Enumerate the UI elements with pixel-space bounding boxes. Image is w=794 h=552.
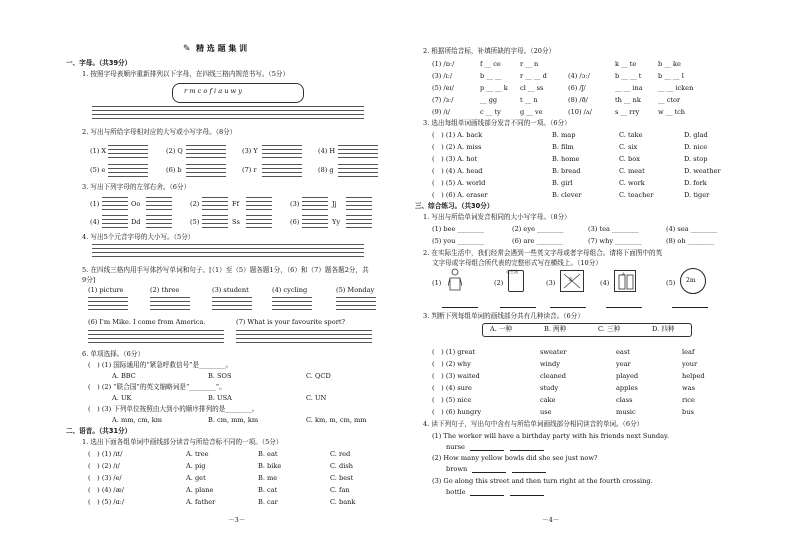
p1-option[interactable]: B. me — [258, 474, 278, 482]
q6-option[interactable]: A. BBC — [112, 372, 136, 380]
p3-cell[interactable]: D. stop — [684, 155, 708, 163]
q5-lines[interactable] — [88, 297, 128, 313]
q3-lines[interactable] — [102, 197, 128, 213]
q2-lines[interactable] — [186, 145, 226, 161]
q5-text: 5. 在四线三格内用手写体抄写单词和句子。[（1）至（5）题各题1分，（6）和（7）题各题2分，共9分] — [82, 266, 369, 284]
p1-option[interactable]: A. tree — [186, 450, 209, 458]
c3-cell: ( ) (2) why — [432, 360, 471, 368]
oil-label: 花生油 — [506, 269, 518, 274]
p2-cell[interactable]: b __ __ l — [658, 72, 684, 80]
q3-lines[interactable] — [102, 215, 128, 231]
q2-lines[interactable] — [338, 164, 378, 180]
p1-option[interactable]: C. red — [330, 450, 351, 458]
c2-pic-num: (1) — [432, 279, 442, 287]
p2-cell: (3) /ɪː/ — [432, 72, 453, 80]
q5-lines[interactable] — [150, 297, 190, 313]
p3-cell[interactable]: C. teacher — [619, 191, 654, 199]
q6-option[interactable]: B. SOS — [208, 372, 232, 380]
p2-cell[interactable]: __ __ icken — [658, 84, 694, 92]
p2-cell: (8) /ð/ — [568, 96, 588, 104]
q3-num: (3) — [290, 200, 300, 208]
q3-lines[interactable] — [202, 215, 228, 231]
p2-cell[interactable]: __ ctor — [658, 96, 681, 104]
c1-item[interactable]: (4) sea ________ — [666, 225, 718, 233]
p3-cell: ( ) (1) A. back — [432, 131, 483, 139]
answer-line[interactable] — [606, 307, 642, 308]
p1-option[interactable]: A. get — [186, 474, 206, 482]
q5-lines[interactable] — [212, 297, 252, 313]
p2-cell[interactable]: __ __ ina — [615, 84, 643, 92]
answer-line[interactable] — [442, 307, 478, 308]
q5-word: (1) picture — [88, 286, 124, 294]
q6-question: ( ) (3) 下列单位按照由大到小的顺序排列的是________。 — [88, 405, 259, 413]
p2-cell: (4) /ɔː/ — [568, 72, 590, 80]
c3-option: D. 四种 — [652, 325, 675, 333]
p3-cell: ( ) (6) A. eraser — [432, 191, 488, 199]
q5-lines[interactable] — [272, 297, 312, 313]
c2-pic-num: (5) — [666, 279, 676, 287]
q2-item: (2) Q — [166, 147, 183, 155]
p3-cell[interactable]: B. home — [552, 155, 580, 163]
q3-num: (2) — [190, 200, 200, 208]
person-icon — [448, 268, 462, 292]
q6-option[interactable]: C. km, m, cm, mm — [306, 416, 367, 424]
p2-text: 2. 根据所给音标，补填所缺的字母。（20分） — [423, 47, 556, 55]
q6-option[interactable]: C. UN — [306, 394, 327, 402]
q2-text: 2. 写出与所给字母相对应的大写或小写字母。（8分） — [82, 128, 237, 136]
q3-lines[interactable] — [202, 197, 228, 213]
p2-cell: (9) /ɪ/ — [432, 108, 450, 116]
q5-sentence-6: (6) I'm Mike. I come from America. — [88, 318, 206, 326]
door-icon — [614, 270, 636, 292]
p1-text: 1. 选出下面各组单词中画线部分读音与所给音标不同的一项。（5分） — [82, 438, 283, 446]
q3-letter: Oo — [131, 200, 141, 208]
q3-lines[interactable] — [146, 197, 172, 213]
p2-cell[interactable]: b __ __ — [480, 72, 502, 80]
q6-option[interactable]: C. QCD — [306, 372, 331, 380]
p1-num: ( ) (1) /ɪt/ — [88, 450, 123, 458]
answer-line[interactable] — [470, 450, 504, 451]
c3-cell: music — [616, 408, 636, 416]
c2-pic-num: (3) — [546, 279, 556, 287]
q2-lines[interactable] — [186, 164, 226, 180]
p3-cell: ( ) (4) A. head — [432, 167, 483, 175]
q2-item: (7) r — [242, 166, 257, 174]
q3-lines[interactable] — [246, 197, 272, 213]
p3-cell[interactable]: C. box — [619, 155, 640, 163]
p3-cell: ( ) (3) A. hot — [432, 155, 478, 163]
sign-letter: E — [569, 277, 573, 283]
p2-cell[interactable]: c __ ty — [480, 108, 501, 116]
c3-cell: sweater — [540, 348, 567, 356]
c3-cell: was — [682, 384, 695, 392]
q3-lines[interactable] — [346, 215, 372, 231]
p3-cell[interactable]: C. work — [619, 179, 645, 187]
p1-option[interactable]: B. car — [258, 498, 278, 506]
p1-option[interactable]: C. bank — [330, 498, 356, 506]
header-title: 精 选 题 集 训 — [196, 44, 248, 53]
c1-item[interactable]: (6) are ________ — [512, 237, 563, 245]
p2-cell[interactable]: r __ __ d — [520, 72, 547, 80]
q3-lines[interactable] — [302, 215, 328, 231]
answer-line[interactable] — [500, 307, 536, 308]
p1-option[interactable]: B. bike — [258, 462, 282, 470]
p3-text: 3. 选出每组单词画线部分发音不同的一项。（6分） — [423, 119, 571, 127]
c1-item[interactable]: (3) tea ________ — [588, 225, 639, 233]
q3-lines[interactable] — [346, 197, 372, 213]
p3-cell[interactable]: B. girl — [552, 179, 573, 187]
p3-cell[interactable]: B. map — [552, 131, 576, 139]
q1-text: 1. 按照字母表顺序重新排列以下字母，在四线三格内规范书写。（5分） — [82, 70, 290, 78]
c2-text-line1: 2. 在实际生活中，我们经常会遇到一些英文字母或者字母组合。请将下面图中的英 — [423, 249, 663, 257]
c3-cell: windy — [540, 360, 560, 368]
c3-option: A. 一种 — [490, 325, 513, 333]
q3-letter: Jj — [332, 200, 337, 208]
q4-text: 4. 写出5个元音字母的大小写。（5分） — [82, 233, 195, 241]
answer-line[interactable] — [510, 495, 544, 496]
q3-letter: Ff — [232, 200, 240, 208]
p2-cell[interactable]: b __ ke — [658, 60, 681, 68]
q6-question: ( ) (1) 国际通用的“紧急呼救信号”是________。 — [88, 361, 233, 369]
q3-num: (4) — [90, 218, 100, 226]
c2-pic-num: (2) — [494, 279, 504, 287]
c3-cell: cake — [540, 396, 556, 404]
p1-num: ( ) (5) /ɑː/ — [88, 498, 125, 506]
p3-cell[interactable]: C. six — [619, 143, 638, 151]
p3-cell[interactable]: C. meat — [619, 167, 645, 175]
q5-word: (5) Monday — [336, 286, 375, 294]
p2-cell[interactable]: w __ tch — [658, 108, 686, 116]
c3-option: B. 两种 — [544, 325, 567, 333]
p2-cell: (1) /ɒː/ — [432, 60, 455, 68]
c1-item[interactable]: (5) you ________ — [432, 237, 484, 245]
q3-letter: Dd — [131, 218, 141, 226]
q1-writing-lines[interactable] — [92, 106, 364, 122]
p3-cell[interactable]: D. nice — [684, 143, 708, 151]
c3-cell: leaf — [682, 348, 695, 356]
p2-cell: (5) /eɪ/ — [432, 84, 454, 92]
q6-option[interactable]: A. UK — [112, 394, 132, 402]
q2-item: (5) e — [90, 166, 106, 174]
c3-cell: east — [616, 348, 630, 356]
p1-option[interactable]: C. fan — [330, 486, 350, 494]
c3-cell: ( ) (3) waited — [432, 372, 480, 380]
c3-cell: study — [540, 384, 559, 392]
q5-sentence-7: (7) What is your favourite sport? — [236, 318, 346, 326]
p2-cell[interactable]: cl __ ss — [520, 84, 544, 92]
page-right — [400, 0, 794, 552]
page-number: －4－ — [542, 516, 560, 524]
q5-sentence-lines[interactable] — [88, 330, 224, 346]
q5-lines[interactable] — [336, 297, 376, 313]
q3-letter: Ss — [232, 218, 240, 226]
p1-num: ( ) (3) /e/ — [88, 474, 122, 482]
q1-letters: r m c o f i a u w y — [184, 87, 243, 95]
q2-item: (1) X — [90, 147, 107, 155]
section-3-title: 三、综合练习。（共30分） — [415, 202, 494, 210]
c3-cell: ( ) (4) sure — [432, 384, 472, 392]
p3-cell[interactable]: B. bread — [552, 167, 581, 175]
answer-line[interactable] — [512, 472, 546, 473]
answer-line[interactable] — [672, 307, 708, 308]
q3-text: 3. 写出下列字母的左邻右舍。（6分） — [82, 183, 191, 191]
p3-cell[interactable]: D. weather — [684, 167, 721, 175]
answer-line[interactable] — [550, 307, 586, 308]
c3-cell: cleaned — [540, 372, 567, 380]
p2-cell: (7) /ɜː/ — [432, 96, 454, 104]
c3-cell: year — [616, 360, 631, 368]
p1-num: ( ) (2) /ɪ/ — [88, 462, 120, 470]
header-icon: ✎ — [183, 44, 191, 54]
q6-question: ( ) (2) “联合国”的英文缩略词是“________”。 — [88, 383, 226, 391]
p2-cell: (10) /ʌ/ — [568, 108, 592, 116]
q6-option[interactable]: B. USA — [208, 394, 232, 402]
c3-cell: apples — [616, 384, 638, 392]
q3-num: (6) — [290, 218, 300, 226]
c4-sentence: (2) How many yellow bowls did she see just now? — [432, 454, 598, 462]
c3-cell: helped — [682, 372, 705, 380]
section-1-title: 一、字母。（共39分） — [66, 59, 132, 67]
c2-text-line2: 文字母或字母组合所代表的完整形式写在横线上。（10分） — [432, 259, 602, 267]
p2-cell[interactable]: p __ __ k — [480, 84, 508, 92]
c3-cell: ( ) (6) hungry — [432, 408, 482, 416]
q5-word: (4) cycling — [272, 286, 308, 294]
answer-line[interactable] — [510, 450, 544, 451]
p1-option[interactable]: B. eat — [258, 450, 278, 458]
c3-cell: bus — [682, 408, 694, 416]
q3-lines[interactable] — [302, 197, 328, 213]
c3-cell: use — [540, 408, 552, 416]
c4-text: 4. 读下列句子，写出句中含有与所给单词画线部分相同读音的单词。（6分） — [423, 420, 644, 428]
c3-cell: ( ) (5) nice — [432, 396, 472, 404]
p3-cell[interactable]: B. film — [552, 143, 574, 151]
q2-lines[interactable] — [262, 145, 302, 161]
p3-cell[interactable]: C. take — [619, 131, 643, 139]
q3-lines[interactable] — [146, 215, 172, 231]
p3-cell[interactable]: D. tiger — [684, 191, 710, 199]
p2-cell[interactable]: f __ ce — [480, 60, 501, 68]
door-letter: A — [622, 271, 625, 276]
c1-item[interactable]: (7) why ________ — [588, 237, 642, 245]
p1-num: ( ) (4) /æ/ — [88, 486, 124, 494]
q5-word: (2) three — [150, 286, 180, 294]
answer-line[interactable] — [472, 472, 506, 473]
q6-text: 6. 单项选择。（6分） — [82, 350, 145, 358]
q5-word: (3) student — [212, 286, 249, 294]
p3-cell: ( ) (5) A. world — [432, 179, 486, 187]
p3-cell[interactable]: B. clever — [552, 191, 582, 199]
c4-word: bottle — [446, 488, 466, 496]
c3-cell: rice — [682, 396, 695, 404]
c4-word: nurse — [446, 443, 465, 451]
p3-cell: ( ) (2) A. miss — [432, 143, 482, 151]
q2-item: (3) Y — [242, 147, 258, 155]
c4-sentence: (1) The worker will have a birthday party with his friends next Sunday. — [432, 432, 669, 440]
p3-cell[interactable]: D. glad — [684, 131, 708, 139]
q2-lines[interactable] — [262, 164, 302, 180]
q2-item: (8) g — [318, 166, 334, 174]
answer-line[interactable] — [470, 495, 504, 496]
section-2-title: 二、语音。（共31分） — [66, 427, 132, 435]
q2-item: (6) b — [166, 166, 182, 174]
p2-cell[interactable]: g __ ve — [520, 108, 543, 116]
p2-cell[interactable]: k __ te — [615, 60, 637, 68]
page-number: －3－ — [228, 516, 246, 524]
p2-cell[interactable]: r __ n — [520, 60, 539, 68]
c4-word: brown — [446, 465, 468, 473]
c3-cell: your — [682, 360, 698, 368]
p2-cell[interactable]: s __ rry — [615, 108, 640, 116]
q3-letter: Yy — [332, 218, 341, 226]
p2-cell[interactable]: t __ n — [520, 96, 538, 104]
c3-cell: played — [616, 372, 639, 380]
q5-sentence-lines[interactable] — [236, 330, 372, 346]
q2-lines[interactable] — [108, 164, 148, 180]
p2-cell[interactable]: __ gg — [480, 96, 498, 104]
p1-option[interactable]: B. cat — [258, 486, 278, 494]
p2-cell: (6) /ʃ/ — [568, 84, 586, 92]
p1-option[interactable]: A. plane — [186, 486, 214, 494]
c3-cell: ( ) (1) great — [432, 348, 476, 356]
q3-num: (1) — [90, 200, 100, 208]
p1-option[interactable]: C. best — [330, 474, 354, 482]
p2-cell[interactable]: b __ __ t — [615, 72, 642, 80]
q6-option[interactable]: A. mm, cm, km — [112, 416, 163, 424]
q2-lines[interactable] — [108, 145, 148, 161]
c1-item[interactable]: (2) eye ________ — [512, 225, 564, 233]
c1-item[interactable]: (1) bee ________ — [432, 225, 484, 233]
q3-num: (5) — [190, 218, 200, 226]
q2-lines[interactable] — [338, 145, 378, 161]
q2-item: (4) H — [318, 147, 336, 155]
p1-option[interactable]: A. father — [186, 498, 216, 506]
q4-writing-lines[interactable] — [92, 244, 364, 260]
height-limit-label: 2m — [686, 277, 696, 284]
p3-cell[interactable]: D. fork — [684, 179, 707, 187]
c3-cell: class — [616, 396, 633, 404]
c1-item[interactable]: (8) oh ________ — [666, 237, 715, 245]
c1-text: 1. 写出与所给单词发音相同的大小写字母。（8分） — [423, 213, 571, 221]
c4-sentence: (3) Go along this street and then turn right at the fourth crossing. — [432, 477, 653, 485]
p1-option[interactable]: A. pig — [186, 462, 206, 470]
p1-option[interactable]: C. dish — [330, 462, 353, 470]
c3-text: 3. 判断下列每组单词的画线部分共有几种读音。（6分） — [423, 312, 584, 320]
c2-pic-num: (4) — [600, 279, 610, 287]
p2-cell[interactable]: th __ nk — [615, 96, 641, 104]
q6-option[interactable]: B. cm, mm, km — [208, 416, 259, 424]
c3-option: C. 三种 — [598, 325, 621, 333]
q3-lines[interactable] — [246, 215, 272, 231]
